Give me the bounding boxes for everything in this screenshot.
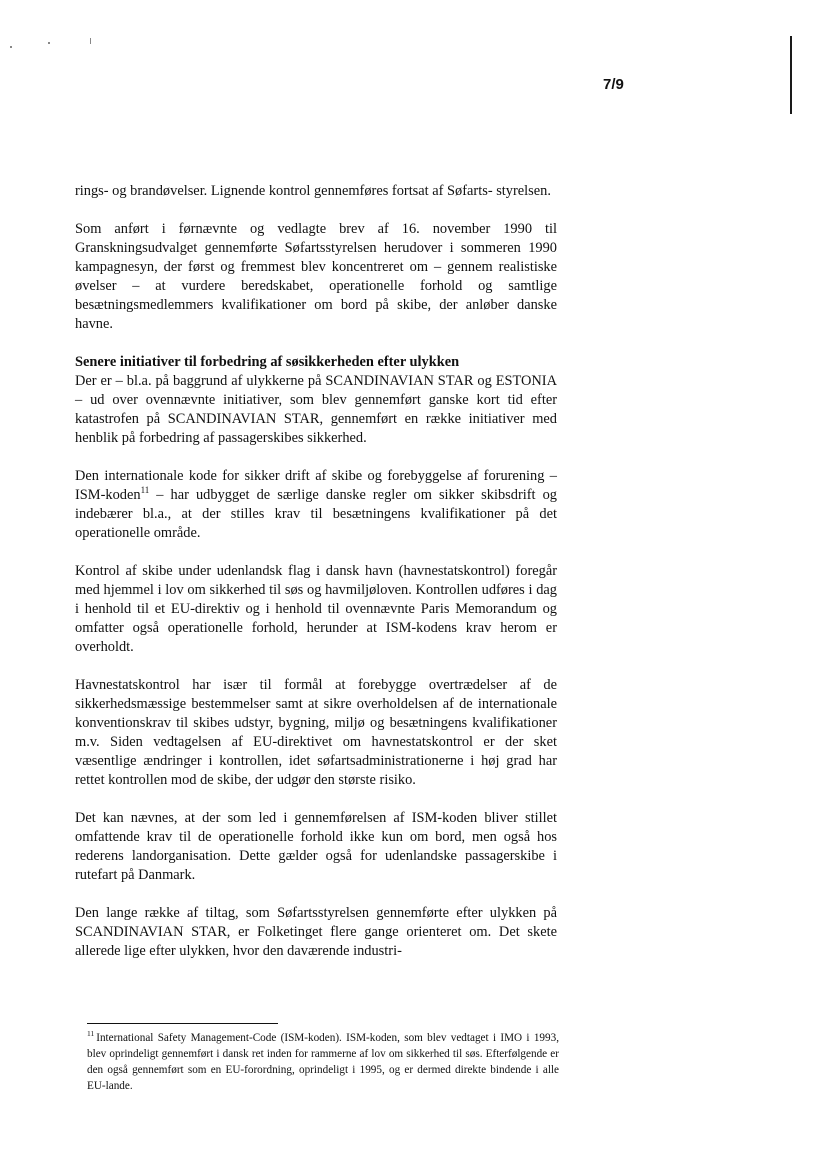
footnote-text: International Safety Management-Code (ISM-koden). ISM-koden, som blev vedtaget i IMO i 1993, blev oprindeligt gennemført i dansk ret inden for rammerne af lov om sikkerhed til søs. Efterfølgende er den også gennemført som en EU-forordning, oprindeligt i 1995, og er dermed direkte bindende i alle EU-lande. [87, 1032, 559, 1092]
footnote-marker: 11 [87, 1029, 95, 1039]
footnote-reference: 11 [140, 485, 150, 496]
footnote [87, 1030, 559, 1094]
paragraph-measures: Den lange række af tiltag, som Søfartsstyrelsen gennemførte efter ulykken på SCANDINAVIAN STAR, er Folketinget flere gange orienteret om. Det skete allerede lige efter ulykken, hvor den daværende industri- [75, 905, 557, 959]
paragraph-campaign: Som anført i førnævnte og vedlagte brev af 16. november 1990 til Granskningsudvalget gennemførte Søfartsstyrelsen herudover i sommeren 1990 kampagnesyn, der først og fremmest blev koncentreret om – gennem realistiske øvelser – at vurdere beredskabet, operationelle forhold og samtlige besætningsmedlemmers kvalifikationer om bord på skibe, der anløber danske havne. [75, 221, 557, 332]
paragraph-continuation: rings- og brandøvelser. Lignende kontrol gennemføres fortsat af Søfarts- styrelsen. [75, 183, 551, 199]
paragraph-ism-requirements: Det kan nævnes, at der som led i gennemførelsen af ISM-koden bliver stillet omfattende krav til de operationelle forhold ikke kun om bord, men også hos rederens landorganisation. Dette gælder også for udenlandske passagerskibe i rutefart på Danmark. [75, 810, 557, 883]
section-initiatives [75, 353, 557, 448]
scan-speck [90, 38, 91, 44]
scan-speck [48, 42, 50, 44]
section-intro: Der er – bl.a. på baggrund af ulykkerne på SCANDINAVIAN STAR og ESTONIA – ud over ovennævnte initiativer, som blev gennemført ganske kort tid efter katastrofen på SCANDINAVIAN STAR, gennemført en række initiativer med henblik på forbedring af passagerskibes sikkerhed. [75, 373, 557, 446]
body-text [75, 182, 557, 980]
page-number: 7/9 [603, 76, 624, 93]
margin-bar [790, 36, 792, 114]
scan-speck [10, 46, 12, 48]
ism-text-after: – har udbygget de særlige danske regler om sikker skibsdrift og indebærer bl.a., at der stilles krav til besætningens kvalifikationer på det operationelle område. [75, 487, 557, 541]
paragraph-port-state-purpose: Havnestatskontrol har især til formål at forebygge overtrædelser af de sikkerhedsmæssige bestemmelser samt at sikre overholdelsen af de internationale konventionskrav til skibes udstyr, bygning, miljø og besætningens kvalifikationer m.v. Siden vedtagelsen af EU-direktivet om havnestatskontrol er der sket væsentlige ændringer i kontrollen, idet søfartsadministrationerne i høj grad har rettet kontrollen mod de skibe, der udgør den største risiko. [75, 677, 557, 788]
section-heading: Senere initiativer til forbedring af søsikkerheden efter ulykken [75, 354, 460, 370]
paragraph-ism-code [75, 467, 557, 543]
footnote-divider [87, 1023, 278, 1024]
ism-text-before: Den internationale kode for sikker drift af skibe og forebyggelse af forurening – ISM-koden [75, 468, 557, 503]
paragraph-port-state-control: Kontrol af skibe under udenlandsk flag i dansk havn (havnestatskontrol) foregår med hjemmel i lov om sikkerhed til søs og havmiljøloven. Kontrollen udføres i dag i henhold til et EU-direktiv og i henhold til ovennævnte Paris Memorandum og omfatter også operationelle forhold, herunder at ISM-kodens krav herom er overholdt. [75, 563, 557, 655]
